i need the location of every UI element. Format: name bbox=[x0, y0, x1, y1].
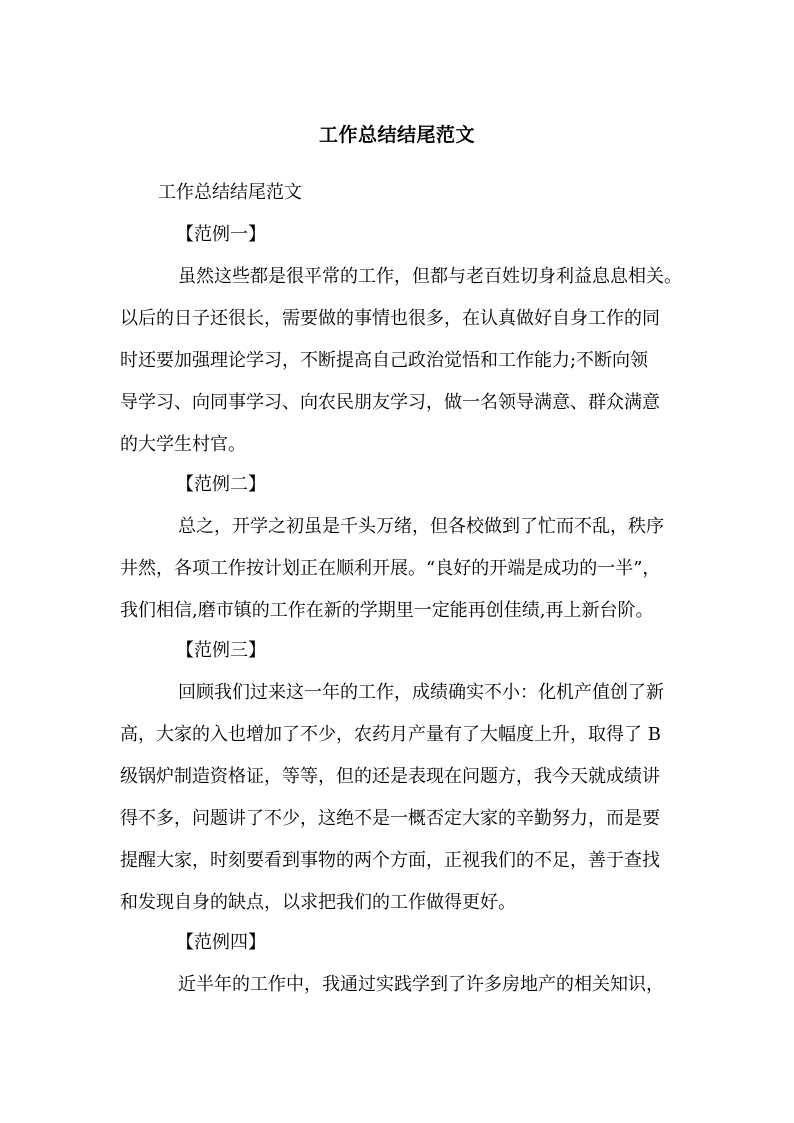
document-subtitle: 工作总结结尾范文 bbox=[158, 182, 302, 203]
paragraph-line: 近半年的工作中，我通过实践学到了许多房地产的相关知识， bbox=[178, 974, 664, 995]
paragraph-line: 以后的日子还很长，需要做的事情也很多，在认真做好自身工作的同 bbox=[120, 308, 660, 329]
paragraph-line: 和发现自身的缺点，以求把我们的工作做得更好。 bbox=[120, 892, 516, 913]
paragraph-line: 井然，各项工作按计划正在顺利开展。“良好的开端是成功的一半”， bbox=[120, 558, 661, 579]
paragraph-line: 高，大家的入也增加了不少，农药月产量有了大幅度上升，取得了 B bbox=[120, 724, 661, 745]
section-heading-4: 【范例四】 bbox=[176, 932, 266, 953]
paragraph-line: 总之，开学之初虽是千头万绪，但各校做到了忙而不乱，秩序 bbox=[178, 516, 664, 537]
section-heading-1: 【范例一】 bbox=[176, 224, 266, 245]
paragraph-line: 虽然这些都是很平常的工作，但都与老百姓切身利益息息相关。 bbox=[178, 266, 682, 287]
paragraph-line: 回顾我们过来这一年的工作，成绩确实不小：化机产值创了新 bbox=[178, 682, 664, 703]
paragraph-line: 时还要加强理论学习，不断提高自己政治觉悟和工作能力;不断向领 bbox=[120, 350, 649, 371]
paragraph-line: 的大学生村官。 bbox=[120, 434, 246, 455]
paragraph-line: 得不多，问题讲了不少，这绝不是一概否定大家的辛勤努力，而是要 bbox=[120, 808, 660, 829]
section-heading-2: 【范例二】 bbox=[176, 474, 266, 495]
paragraph-line: 级锅炉制造资格证，等等，但的还是表现在问题方，我今天就成绩讲 bbox=[120, 766, 660, 787]
paragraph-line: 提醒大家，时刻要看到事物的两个方面，正视我们的不足，善于查找 bbox=[120, 850, 660, 871]
paragraph-line: 导学习、向同事学习、向农民朋友学习，做一名领导满意、群众满意 bbox=[120, 392, 660, 413]
document-title: 工作总结结尾范文 bbox=[318, 124, 475, 146]
paragraph-line: 我们相信,磨市镇的工作在新的学期里一定能再创佳绩,再上新台阶。 bbox=[120, 600, 654, 621]
section-heading-3: 【范例三】 bbox=[176, 640, 266, 661]
